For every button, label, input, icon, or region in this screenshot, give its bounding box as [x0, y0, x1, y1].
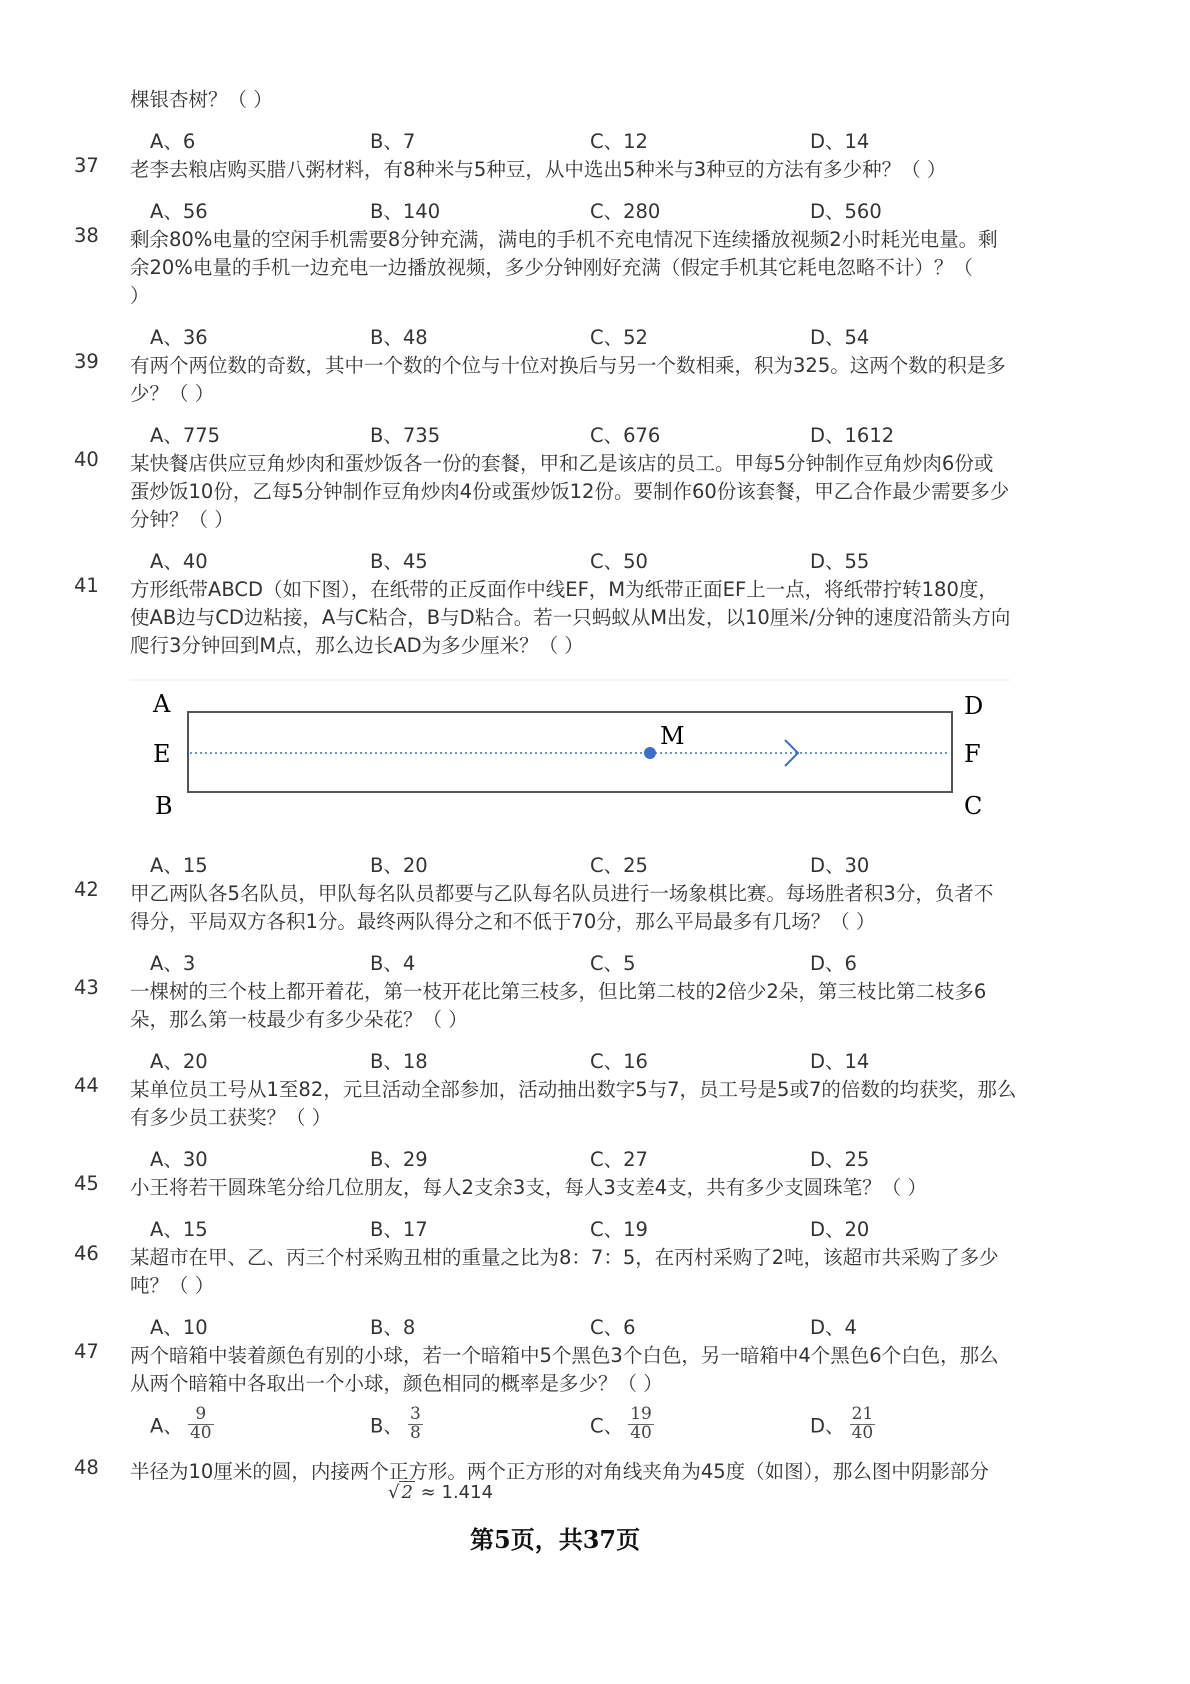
question-line: 朵，那么第一枝最少有多少朵花？（ ）: [130, 1008, 468, 1031]
option-d: D、25: [810, 1148, 870, 1171]
option-a: A、36: [150, 326, 208, 349]
option-b: B、18: [370, 1050, 428, 1073]
option-d: D、6: [810, 952, 857, 975]
question-line: 半径为10厘米的圆，内接两个正方形。两个正方形的对角线夹角为45度（如图），那么图中阴影部分: [130, 1460, 989, 1483]
option-c: C、6: [590, 1316, 636, 1339]
option-a: A、6: [150, 130, 196, 153]
option-a: A、56: [150, 200, 208, 223]
question-line: 小王将若干圆珠笔分给几位朋友，每人2支余3支，每人3支差4支，共有多少支圆珠笔？（ ）: [130, 1176, 927, 1199]
denominator: 40: [851, 1422, 874, 1443]
option-c: C、12: [590, 130, 648, 153]
option-c: C、19: [590, 1218, 648, 1241]
question-line: 老李去粮店购买腊八粥材料，有8种米与5种豆，从中选出5种米与3种豆的方法有多少种？（ ）: [130, 158, 947, 181]
question-line: 方形纸带ABCD（如下图），在纸带的正反面作中线EF，M为纸带正面EF上一点，将纸带拧转180度，: [130, 578, 998, 601]
option-c: C、25: [590, 854, 648, 877]
option-label: C、: [590, 1414, 624, 1438]
label-f: F: [964, 740, 981, 768]
sqrt-approx-note: [388, 1482, 493, 1503]
strip-rectangle: [188, 712, 952, 792]
fraction: [850, 1406, 876, 1443]
option-b: B、8: [370, 1316, 416, 1339]
option-b: B、29: [370, 1148, 428, 1171]
sqrt-value: 1.414: [441, 1482, 494, 1503]
question-number: 41: [74, 574, 99, 597]
question-number: 43: [74, 976, 99, 999]
question-line: 两个暗箱中装着颜色有别的小球，若一个暗箱中5个黑色3个白色，另一暗箱中4个黑色6个白色，那么: [130, 1344, 999, 1367]
question-line: 得分，平局双方各积1分。最终两队得分之和不低于70分，那么平局最多有几场？（ ）: [130, 910, 876, 933]
label-b: B: [155, 792, 173, 820]
approx-symbol: ≈: [420, 1482, 436, 1503]
option-b: B、140: [370, 200, 441, 223]
fraction: [628, 1406, 654, 1443]
option-d: D、30: [810, 854, 870, 877]
option-c: C、16: [590, 1050, 648, 1073]
option-d: D、14: [810, 1050, 870, 1073]
label-e: E: [153, 740, 171, 768]
question-number: 45: [74, 1172, 99, 1195]
numerator: 3: [409, 1404, 421, 1424]
option-c: C、27: [590, 1148, 648, 1171]
option-a: A、10: [150, 1316, 208, 1339]
sqrt-radicand: 2: [401, 1482, 413, 1503]
question-line: ）: [130, 284, 150, 307]
option-label: A、: [150, 1414, 183, 1438]
question-line: 蛋炒饭10份，乙每5分钟制作豆角炒肉4份或蛋炒饭12份。要制作60份该套餐，甲乙合作最少需要多少: [130, 480, 1010, 503]
option-a: [150, 1406, 214, 1443]
question-number: 47: [74, 1340, 99, 1363]
question-line: 少？（ ）: [130, 382, 215, 405]
denominator: 8: [409, 1422, 421, 1443]
question-line: 爬行3分钟回到M点，那么边长AD为多少厘米？（ ）: [130, 634, 584, 657]
question-line: 有多少员工获奖？（ ）: [130, 1106, 332, 1129]
option-b: B、4: [370, 952, 416, 975]
label-m: M: [660, 722, 685, 750]
numerator: 9: [195, 1404, 207, 1424]
question-number: 42: [74, 878, 99, 901]
option-d: D、4: [810, 1316, 857, 1339]
option-d: [810, 1406, 875, 1443]
question-line: 剩余80%电量的空闲手机需要8分钟充满，满电的手机不充电情况下连续播放视频2小时耗光电量。剩: [130, 228, 998, 251]
option-d: D、560: [810, 200, 882, 223]
option-c: C、280: [590, 200, 661, 223]
point-m: [644, 747, 656, 759]
question-line: 一棵树的三个枝上都开着花，第一枝开花比第三枝多，但比第二枝的2倍少2朵，第三枝比第二枝多6: [130, 980, 987, 1003]
denominator: 40: [630, 1422, 652, 1443]
label-d: D: [964, 692, 984, 720]
question-number: 39: [74, 350, 99, 373]
numerator: 21: [851, 1404, 874, 1424]
option-d: D、14: [810, 130, 870, 153]
question-number: 44: [74, 1074, 99, 1097]
fraction: [188, 1406, 214, 1443]
question-line: 有两个两位数的奇数，其中一个数的个位与十位对换后与另一个数相乘，积为325。这两个数的积是多: [130, 354, 1006, 377]
option-d: D、1612: [810, 424, 895, 447]
option-b: B、735: [370, 424, 441, 447]
question-line: 余20%电量的手机一边充电一边播放视频，多少分钟刚好充满（假定手机其它耗电忽略不计）？（: [130, 256, 973, 279]
option-b: [370, 1406, 423, 1443]
option-a: A、30: [150, 1148, 208, 1171]
option-c: C、5: [590, 952, 636, 975]
question-line: 使AB边与CD边粘接，A与C粘合，B与D粘合。若一只蚂蚁从M出发，以10厘米/分钟的速度沿箭头方向: [130, 606, 1011, 629]
question-line: 从两个暗箱中各取出一个小球，颜色相同的概率是多少？（ ）: [130, 1372, 663, 1395]
option-a: A、15: [150, 1218, 208, 1241]
option-a: A、3: [150, 952, 196, 975]
question-number: 37: [74, 154, 99, 177]
fraction: [408, 1406, 423, 1443]
label-a: A: [153, 690, 171, 718]
option-c: [590, 1406, 654, 1443]
option-label: B、: [370, 1414, 403, 1438]
option-c: C、50: [590, 550, 648, 573]
option-a: A、775: [150, 424, 221, 447]
numerator: 19: [630, 1404, 652, 1424]
option-d: D、20: [810, 1218, 870, 1241]
paper-strip-diagram: [130, 678, 1010, 828]
question-number: 46: [74, 1242, 99, 1265]
option-b: B、7: [370, 130, 416, 153]
question-number: 40: [74, 448, 99, 471]
question-number: 38: [74, 224, 99, 247]
option-d: D、55: [810, 550, 870, 573]
option-label: D、: [810, 1414, 845, 1438]
question-line: 某快餐店供应豆角炒肉和蛋炒饭各一份的套餐，甲和乙是该店的员工。甲每5分钟制作豆角炒肉6份或: [130, 452, 994, 475]
option-b: B、48: [370, 326, 428, 349]
option-a: A、15: [150, 854, 208, 877]
option-b: B、45: [370, 550, 428, 573]
option-b: B、17: [370, 1218, 428, 1241]
label-c: C: [964, 792, 983, 820]
option-a: A、40: [150, 550, 208, 573]
question-line: 某超市在甲、乙、丙三个村采购丑柑的重量之比为8：7：5，在丙村采购了2吨，该超市共采购了多少: [130, 1246, 999, 1269]
option-a: A、20: [150, 1050, 208, 1073]
denominator: 40: [189, 1422, 212, 1443]
question-number: 48: [74, 1456, 99, 1479]
option-c: C、52: [590, 326, 648, 349]
question-line: 分钟？（ ）: [130, 508, 234, 531]
option-d: D、54: [810, 326, 870, 349]
continuation-text: 棵银杏树？（ ）: [130, 88, 273, 111]
option-c: C、676: [590, 424, 661, 447]
question-line: 吨？（ ）: [130, 1274, 215, 1297]
question-line: 甲乙两队各5名队员，甲队每名队员都要与乙队每名队员进行一场象棋比赛。每场胜者积3分，负者不: [130, 882, 994, 905]
page-footer: 第5页，共37页: [470, 1525, 641, 1554]
option-b: B、20: [370, 854, 428, 877]
sqrt-symbol-icon: √: [388, 1482, 400, 1503]
question-line: 某单位员工号从1至82，元旦活动全部参加，活动抽出数字5与7，员工号是5或7的倍数的均获奖，那么: [130, 1078, 1017, 1101]
